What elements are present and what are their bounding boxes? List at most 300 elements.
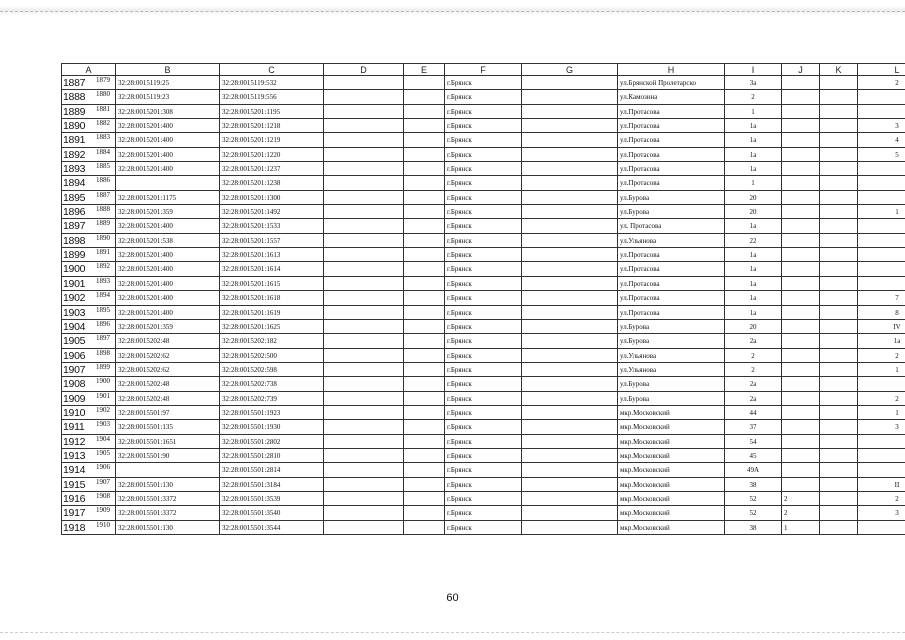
cell-h[interactable]: ул.Протасова — [618, 176, 725, 190]
cell-k[interactable] — [820, 105, 858, 119]
cell-g[interactable] — [522, 176, 618, 190]
cell-b[interactable]: 32:28:0015201:400 — [116, 248, 220, 262]
cell-b[interactable]: 32:28:0015501:3372 — [116, 492, 220, 506]
cell-c[interactable]: 32:28:0015501:3184 — [220, 478, 324, 492]
cell-l[interactable] — [858, 191, 905, 205]
cell-k[interactable] — [820, 162, 858, 176]
cell-b[interactable]: 32:28:0015501:130 — [116, 521, 220, 535]
cell-j[interactable]: 2 — [782, 506, 820, 520]
cell-d[interactable] — [324, 262, 404, 276]
cell-i[interactable]: 1а — [725, 291, 782, 305]
cell-j[interactable] — [782, 205, 820, 219]
column-header-g[interactable]: G — [522, 64, 618, 76]
column-header-i[interactable]: I — [725, 64, 782, 76]
cell-k[interactable] — [820, 349, 858, 363]
cell-b[interactable]: 32:28:0015202:62 — [116, 349, 220, 363]
cell-l[interactable] — [858, 262, 905, 276]
cell-c[interactable]: 32:28:0015202:739 — [220, 392, 324, 406]
row-number-cell[interactable] — [62, 162, 116, 176]
cell-g[interactable] — [522, 363, 618, 377]
cell-f[interactable]: г.Брянск — [445, 234, 522, 248]
cell-b[interactable]: 32:28:0015501:97 — [116, 406, 220, 420]
cell-l[interactable]: IV — [858, 320, 905, 334]
cell-e[interactable] — [404, 349, 445, 363]
row-number-cell[interactable] — [62, 420, 116, 434]
cell-g[interactable] — [522, 392, 618, 406]
cell-j[interactable] — [782, 334, 820, 348]
cell-k[interactable] — [820, 219, 858, 233]
cell-h[interactable]: мкр.Московский — [618, 521, 725, 535]
cell-b[interactable]: 32:28:0015201:538 — [116, 234, 220, 248]
cell-f[interactable]: г.Брянск — [445, 262, 522, 276]
cell-d[interactable] — [324, 205, 404, 219]
cell-k[interactable] — [820, 363, 858, 377]
row-number-cell[interactable] — [62, 478, 116, 492]
cell-c[interactable]: 32:28:0015201:1615 — [220, 277, 324, 291]
column-header-l[interactable]: L — [858, 64, 905, 76]
cell-j[interactable] — [782, 248, 820, 262]
cell-c[interactable]: 32:28:0015201:1195 — [220, 105, 324, 119]
row-number-cell[interactable] — [62, 148, 116, 162]
cell-g[interactable] — [522, 162, 618, 176]
cell-c[interactable]: 32:28:0015501:3539 — [220, 492, 324, 506]
cell-f[interactable]: г.Брянск — [445, 435, 522, 449]
cell-j[interactable]: 2 — [782, 492, 820, 506]
cell-b[interactable]: 32:28:0015201:400 — [116, 277, 220, 291]
cell-l[interactable]: II — [858, 478, 905, 492]
cell-k[interactable] — [820, 205, 858, 219]
cell-l[interactable]: 1 — [858, 205, 905, 219]
cell-b[interactable]: 32:28:0015202:62 — [116, 363, 220, 377]
cell-k[interactable] — [820, 478, 858, 492]
cell-b[interactable]: 32:28:0015501:90 — [116, 449, 220, 463]
cell-j[interactable] — [782, 377, 820, 391]
cell-c[interactable]: 32:28:0015119:556 — [220, 90, 324, 104]
cell-l[interactable] — [858, 449, 905, 463]
cell-b[interactable]: 32:28:0015501:3372 — [116, 506, 220, 520]
cell-g[interactable] — [522, 119, 618, 133]
cell-b[interactable]: 32:28:0015201:400 — [116, 262, 220, 276]
row-number-cell[interactable] — [62, 492, 116, 506]
cell-f[interactable]: г.Брянск — [445, 105, 522, 119]
cell-j[interactable] — [782, 478, 820, 492]
cell-f[interactable]: г.Брянск — [445, 219, 522, 233]
cell-i[interactable]: 1 — [725, 105, 782, 119]
cell-j[interactable] — [782, 105, 820, 119]
cell-l[interactable]: 1а — [858, 334, 905, 348]
cell-i[interactable]: 2 — [725, 90, 782, 104]
cell-e[interactable] — [404, 435, 445, 449]
cell-l[interactable]: 3 — [858, 119, 905, 133]
cell-l[interactable]: 2 — [858, 349, 905, 363]
cell-h[interactable]: ул.Ульянова — [618, 234, 725, 248]
cell-k[interactable] — [820, 320, 858, 334]
column-header-j[interactable]: J — [782, 64, 820, 76]
cell-h[interactable]: ул.Протасова — [618, 262, 725, 276]
cell-j[interactable] — [782, 291, 820, 305]
cell-e[interactable] — [404, 205, 445, 219]
cell-h[interactable]: ул.Бурова — [618, 205, 725, 219]
row-number-cell[interactable] — [62, 105, 116, 119]
cell-g[interactable] — [522, 191, 618, 205]
cell-f[interactable]: г.Брянск — [445, 76, 522, 90]
cell-e[interactable] — [404, 133, 445, 147]
cell-f[interactable]: г.Брянск — [445, 191, 522, 205]
column-header-e[interactable]: E — [404, 64, 445, 76]
cell-j[interactable] — [782, 176, 820, 190]
cell-l[interactable] — [858, 219, 905, 233]
cell-g[interactable] — [522, 463, 618, 477]
cell-h[interactable]: мкр.Московский — [618, 463, 725, 477]
cell-b[interactable]: 32:28:0015501:135 — [116, 420, 220, 434]
cell-j[interactable] — [782, 449, 820, 463]
cell-c[interactable]: 32:28:0015202:500 — [220, 349, 324, 363]
cell-f[interactable]: г.Брянск — [445, 463, 522, 477]
cell-c[interactable]: 32:28:0015501:2802 — [220, 435, 324, 449]
cell-g[interactable] — [522, 148, 618, 162]
cell-i[interactable]: 54 — [725, 435, 782, 449]
cell-k[interactable] — [820, 435, 858, 449]
cell-b[interactable]: 32:28:0015501:130 — [116, 478, 220, 492]
cell-g[interactable] — [522, 76, 618, 90]
cell-b[interactable]: 32:28:0015201:359 — [116, 205, 220, 219]
cell-e[interactable] — [404, 334, 445, 348]
cell-g[interactable] — [522, 521, 618, 535]
cell-k[interactable] — [820, 119, 858, 133]
cell-h[interactable]: ул. Протасова — [618, 219, 725, 233]
cell-j[interactable] — [782, 420, 820, 434]
row-number-cell[interactable] — [62, 406, 116, 420]
cell-h[interactable]: ул.Бурова — [618, 392, 725, 406]
cell-j[interactable] — [782, 277, 820, 291]
cell-g[interactable] — [522, 478, 618, 492]
cell-f[interactable]: г.Брянск — [445, 248, 522, 262]
cell-d[interactable] — [324, 406, 404, 420]
cell-e[interactable] — [404, 463, 445, 477]
cell-f[interactable]: г.Брянск — [445, 492, 522, 506]
cell-l[interactable] — [858, 521, 905, 535]
row-number-cell[interactable] — [62, 463, 116, 477]
cell-l[interactable] — [858, 463, 905, 477]
cell-l[interactable] — [858, 90, 905, 104]
cell-i[interactable]: 1а — [725, 133, 782, 147]
cell-k[interactable] — [820, 277, 858, 291]
cell-g[interactable] — [522, 205, 618, 219]
cell-c[interactable]: 32:28:0015501:3540 — [220, 506, 324, 520]
cell-c[interactable]: 32:28:0015201:1625 — [220, 320, 324, 334]
cell-j[interactable] — [782, 234, 820, 248]
cell-d[interactable] — [324, 90, 404, 104]
cell-d[interactable] — [324, 449, 404, 463]
cell-c[interactable]: 32:28:0015201:1618 — [220, 291, 324, 305]
cell-h[interactable]: ул.Протасова — [618, 105, 725, 119]
cell-d[interactable] — [324, 191, 404, 205]
cell-f[interactable]: г.Брянск — [445, 277, 522, 291]
cell-b[interactable]: 32:28:0015201:400 — [116, 219, 220, 233]
cell-b[interactable]: 32:28:0015201:400 — [116, 133, 220, 147]
cell-k[interactable] — [820, 176, 858, 190]
cell-i[interactable]: 1а — [725, 262, 782, 276]
cell-g[interactable] — [522, 262, 618, 276]
cell-e[interactable] — [404, 392, 445, 406]
cell-f[interactable]: г.Брянск — [445, 506, 522, 520]
cell-g[interactable] — [522, 449, 618, 463]
cell-k[interactable] — [820, 420, 858, 434]
cell-g[interactable] — [522, 234, 618, 248]
row-number-cell[interactable] — [62, 176, 116, 190]
cell-c[interactable]: 32:28:0015201:1613 — [220, 248, 324, 262]
cell-e[interactable] — [404, 377, 445, 391]
cell-k[interactable] — [820, 262, 858, 276]
cell-g[interactable] — [522, 377, 618, 391]
cell-i[interactable]: 1а — [725, 306, 782, 320]
cell-d[interactable] — [324, 435, 404, 449]
column-header-k[interactable]: K — [820, 64, 858, 76]
cell-e[interactable] — [404, 176, 445, 190]
cell-h[interactable]: мкр.Московский — [618, 478, 725, 492]
cell-d[interactable] — [324, 492, 404, 506]
cell-c[interactable]: 32:28:0015201:1300 — [220, 191, 324, 205]
cell-j[interactable] — [782, 306, 820, 320]
row-number-cell[interactable] — [62, 377, 116, 391]
cell-c[interactable]: 32:28:0015202:738 — [220, 377, 324, 391]
cell-d[interactable] — [324, 478, 404, 492]
row-number-cell[interactable] — [62, 291, 116, 305]
cell-e[interactable] — [404, 521, 445, 535]
cell-g[interactable] — [522, 406, 618, 420]
cell-i[interactable]: 38 — [725, 521, 782, 535]
cell-b[interactable]: 32:28:0015201:1175 — [116, 191, 220, 205]
cell-l[interactable]: 2 — [858, 76, 905, 90]
cell-k[interactable] — [820, 90, 858, 104]
cell-k[interactable] — [820, 291, 858, 305]
row-number-cell[interactable] — [62, 349, 116, 363]
cell-i[interactable]: 44 — [725, 406, 782, 420]
cell-d[interactable] — [324, 76, 404, 90]
row-number-cell[interactable] — [62, 219, 116, 233]
cell-i[interactable]: 52 — [725, 492, 782, 506]
cell-j[interactable] — [782, 119, 820, 133]
cell-h[interactable]: ул.Бурова — [618, 320, 725, 334]
row-number-cell[interactable] — [62, 449, 116, 463]
cell-i[interactable]: 1а — [725, 162, 782, 176]
row-number-cell[interactable] — [62, 205, 116, 219]
cell-e[interactable] — [404, 248, 445, 262]
cell-e[interactable] — [404, 191, 445, 205]
cell-l[interactable] — [858, 248, 905, 262]
cell-f[interactable]: г.Брянск — [445, 392, 522, 406]
cell-e[interactable] — [404, 119, 445, 133]
row-number-cell[interactable] — [62, 76, 116, 90]
cell-b[interactable]: 32:28:0015201:400 — [116, 291, 220, 305]
cell-b[interactable]: 32:28:0015119:23 — [116, 90, 220, 104]
cell-i[interactable]: 1а — [725, 219, 782, 233]
cell-f[interactable]: г.Брянск — [445, 449, 522, 463]
cell-b[interactable]: 32:28:0015201:400 — [116, 148, 220, 162]
cell-b[interactable]: 32:28:0015201:308 — [116, 105, 220, 119]
cell-k[interactable] — [820, 133, 858, 147]
cell-i[interactable]: 2 — [725, 349, 782, 363]
cell-k[interactable] — [820, 377, 858, 391]
cell-k[interactable] — [820, 76, 858, 90]
cell-f[interactable]: г.Брянск — [445, 176, 522, 190]
cell-f[interactable]: г.Брянск — [445, 363, 522, 377]
cell-c[interactable]: 32:28:0015201:1557 — [220, 234, 324, 248]
cell-k[interactable] — [820, 392, 858, 406]
cell-k[interactable] — [820, 248, 858, 262]
cell-h[interactable]: ул.Ульянова — [618, 363, 725, 377]
row-number-cell[interactable] — [62, 435, 116, 449]
cell-c[interactable]: 32:28:0015501:1930 — [220, 420, 324, 434]
cell-c[interactable]: 32:28:0015201:1220 — [220, 148, 324, 162]
row-number-cell[interactable] — [62, 392, 116, 406]
cell-e[interactable] — [404, 148, 445, 162]
cell-h[interactable]: ул.Бурова — [618, 334, 725, 348]
cell-h[interactable]: ул.Бурова — [618, 377, 725, 391]
cell-j[interactable] — [782, 90, 820, 104]
cell-h[interactable]: ул.Протасова — [618, 148, 725, 162]
cell-d[interactable] — [324, 277, 404, 291]
cell-f[interactable]: г.Брянск — [445, 478, 522, 492]
cell-k[interactable] — [820, 234, 858, 248]
cell-c[interactable]: 32:28:0015202:598 — [220, 363, 324, 377]
cell-j[interactable]: 1 — [782, 521, 820, 535]
cell-e[interactable] — [404, 478, 445, 492]
cell-d[interactable] — [324, 521, 404, 535]
cell-d[interactable] — [324, 320, 404, 334]
cell-l[interactable]: 3 — [858, 506, 905, 520]
cell-j[interactable] — [782, 219, 820, 233]
cell-g[interactable] — [522, 334, 618, 348]
cell-j[interactable] — [782, 392, 820, 406]
cell-k[interactable] — [820, 406, 858, 420]
row-number-cell[interactable] — [62, 306, 116, 320]
cell-e[interactable] — [404, 262, 445, 276]
cell-h[interactable]: ул.Протасова — [618, 291, 725, 305]
cell-i[interactable]: 1а — [725, 277, 782, 291]
cell-d[interactable] — [324, 334, 404, 348]
cell-c[interactable]: 32:28:0015201:1218 — [220, 119, 324, 133]
cell-h[interactable]: мкр.Московский — [618, 420, 725, 434]
cell-f[interactable]: г.Брянск — [445, 320, 522, 334]
cell-h[interactable]: ул.Бурова — [618, 191, 725, 205]
cell-i[interactable]: 49А — [725, 463, 782, 477]
cell-j[interactable] — [782, 363, 820, 377]
cell-g[interactable] — [522, 90, 618, 104]
cell-f[interactable]: г.Брянск — [445, 205, 522, 219]
cell-i[interactable]: 20 — [725, 320, 782, 334]
cell-i[interactable]: 3а — [725, 76, 782, 90]
row-number-cell[interactable] — [62, 248, 116, 262]
cell-i[interactable]: 20 — [725, 191, 782, 205]
cell-i[interactable]: 2а — [725, 334, 782, 348]
cell-f[interactable]: г.Брянск — [445, 162, 522, 176]
cell-l[interactable] — [858, 162, 905, 176]
cell-j[interactable] — [782, 320, 820, 334]
cell-g[interactable] — [522, 492, 618, 506]
cell-f[interactable]: г.Брянск — [445, 349, 522, 363]
row-number-cell[interactable] — [62, 90, 116, 104]
cell-e[interactable] — [404, 320, 445, 334]
column-header-a[interactable]: A — [62, 64, 116, 76]
cell-f[interactable]: г.Брянск — [445, 148, 522, 162]
cell-i[interactable]: 52 — [725, 506, 782, 520]
cell-g[interactable] — [522, 291, 618, 305]
cell-k[interactable] — [820, 449, 858, 463]
cell-c[interactable]: 32:28:0015201:1238 — [220, 176, 324, 190]
cell-k[interactable] — [820, 521, 858, 535]
row-number-cell[interactable] — [62, 521, 116, 535]
cell-i[interactable]: 1а — [725, 119, 782, 133]
cell-j[interactable] — [782, 463, 820, 477]
cell-j[interactable] — [782, 406, 820, 420]
cell-e[interactable] — [404, 306, 445, 320]
cell-f[interactable]: г.Брянск — [445, 406, 522, 420]
cell-b[interactable] — [116, 176, 220, 190]
cell-e[interactable] — [404, 291, 445, 305]
cell-e[interactable] — [404, 219, 445, 233]
cell-l[interactable]: 3 — [858, 420, 905, 434]
cell-f[interactable]: г.Брянск — [445, 334, 522, 348]
cell-k[interactable] — [820, 492, 858, 506]
cell-d[interactable] — [324, 420, 404, 434]
cell-c[interactable]: 32:28:0015201:1237 — [220, 162, 324, 176]
cell-j[interactable] — [782, 435, 820, 449]
cell-j[interactable] — [782, 148, 820, 162]
cell-l[interactable] — [858, 105, 905, 119]
cell-d[interactable] — [324, 392, 404, 406]
cell-i[interactable]: 22 — [725, 234, 782, 248]
cell-d[interactable] — [324, 291, 404, 305]
cell-d[interactable] — [324, 119, 404, 133]
cell-h[interactable]: мкр.Московский — [618, 435, 725, 449]
cell-d[interactable] — [324, 133, 404, 147]
column-header-d[interactable]: D — [324, 64, 404, 76]
cell-f[interactable]: г.Брянск — [445, 119, 522, 133]
cell-i[interactable]: 1а — [725, 248, 782, 262]
row-number-cell[interactable] — [62, 320, 116, 334]
cell-i[interactable]: 2а — [725, 392, 782, 406]
cell-c[interactable]: 32:28:0015201:1219 — [220, 133, 324, 147]
cell-h[interactable]: ул.Протасова — [618, 306, 725, 320]
cell-l[interactable] — [858, 277, 905, 291]
cell-h[interactable]: мкр.Московский — [618, 406, 725, 420]
cell-l[interactable]: 1 — [858, 363, 905, 377]
cell-i[interactable]: 45 — [725, 449, 782, 463]
cell-i[interactable]: 1а — [725, 148, 782, 162]
cell-d[interactable] — [324, 162, 404, 176]
cell-d[interactable] — [324, 363, 404, 377]
row-number-cell[interactable] — [62, 234, 116, 248]
cell-f[interactable]: г.Брянск — [445, 420, 522, 434]
cell-g[interactable] — [522, 506, 618, 520]
cell-c[interactable]: 32:28:0015201:1492 — [220, 205, 324, 219]
cell-g[interactable] — [522, 320, 618, 334]
cell-f[interactable]: г.Брянск — [445, 90, 522, 104]
cell-e[interactable] — [404, 363, 445, 377]
cell-d[interactable] — [324, 105, 404, 119]
row-number-cell[interactable] — [62, 119, 116, 133]
cell-e[interactable] — [404, 406, 445, 420]
cell-j[interactable] — [782, 191, 820, 205]
cell-h[interactable]: ул.Протасова — [618, 277, 725, 291]
cell-h[interactable]: мкр.Московский — [618, 506, 725, 520]
cell-b[interactable]: 32:28:0015201:400 — [116, 306, 220, 320]
cell-b[interactable]: 32:28:0015202:48 — [116, 377, 220, 391]
cell-b[interactable]: 32:28:0015202:48 — [116, 334, 220, 348]
cell-f[interactable]: г.Брянск — [445, 306, 522, 320]
cell-b[interactable]: 32:28:0015201:400 — [116, 162, 220, 176]
